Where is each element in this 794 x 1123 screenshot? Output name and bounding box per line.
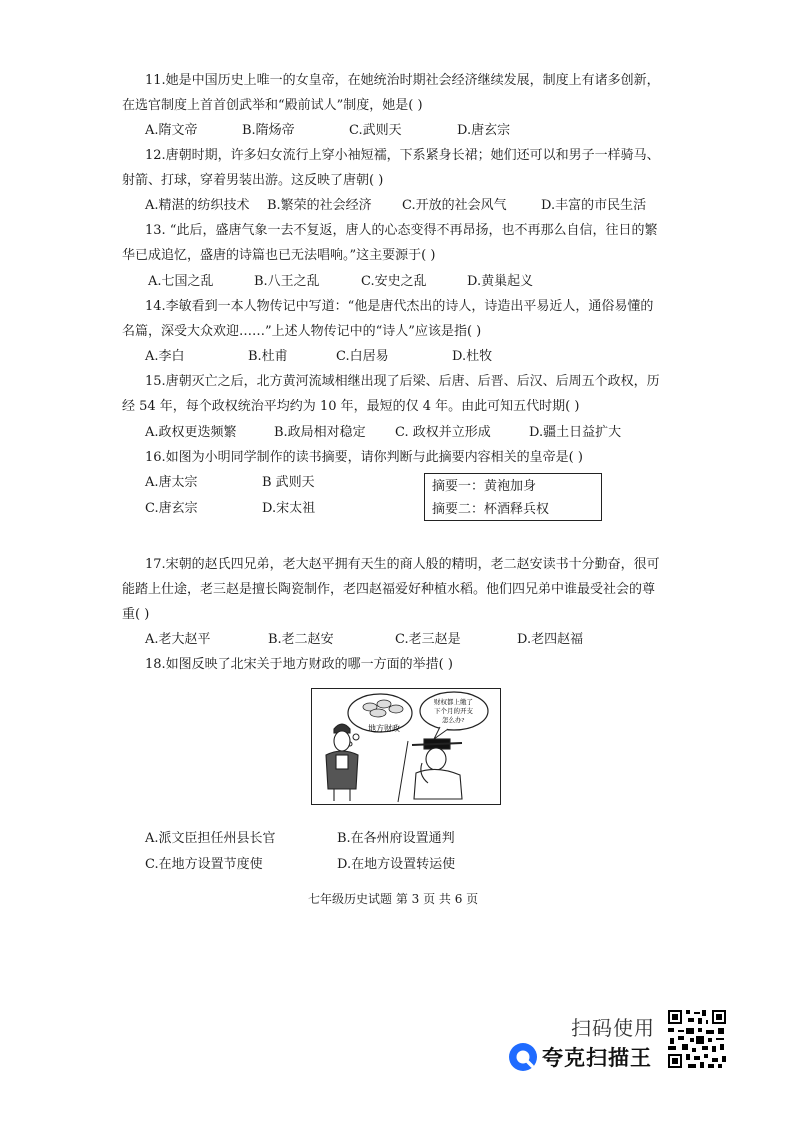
- q15-option-d: D.疆土日益扩大: [529, 425, 622, 440]
- q11-option-d: D.唐玄宗: [457, 123, 511, 138]
- q11-option-a: A.隋文帝: [145, 123, 198, 138]
- q15-stem-line1: 15.唐朝灭亡之后，北方黄河流域相继出现了后梁、后唐、后晋、后汉、后周五个政权，历: [145, 374, 660, 389]
- bubble-left-label: 地方财政: [368, 724, 400, 733]
- q15-stem-line2: 经 54 年，每个政权统治平均约为 10 年，最短的仅 4 年。由此可知五代时期( ): [122, 399, 580, 414]
- q14-option-b: B.杜甫: [248, 349, 288, 364]
- q15-option-b: B.政局相对稳定: [274, 425, 366, 440]
- scanner-brand: [508, 1040, 658, 1072]
- q14-option-c: C.白居易: [336, 349, 389, 364]
- summary-line-1: 摘要一：黄袍加身: [432, 479, 537, 494]
- q12-option-a: A.精湛的纺织技术: [145, 198, 250, 213]
- q11-stem-line2: 在选官制度上首首创武举和“殿前试人”制度，她是( ): [122, 98, 423, 113]
- cartoon-drawing: [312, 689, 499, 803]
- q12-option-b: B.繁荣的社会经济: [267, 198, 372, 213]
- q13-stem-line1: 13. “此后，盛唐气象一去不复返，唐人的心态变得不再昂扬，也不再那么自信，往日的繁: [145, 223, 658, 238]
- summary-line-2: 摘要二：杯酒释兵权: [432, 502, 550, 517]
- q15-option-c: C. 政权并立形成: [395, 425, 491, 440]
- q16-option-c: C.唐玄宗: [145, 501, 198, 516]
- q17-option-c: C.老三赵是: [395, 632, 461, 647]
- q17-stem-line1: 17.宋朝的赵氏四兄弟，老大赵平拥有天生的商人般的精明，老二赵安读书十分勤奋，很可: [145, 557, 660, 572]
- quark-logo-icon: [508, 1042, 538, 1072]
- scanner-brand-name: 夸克扫描王: [542, 1046, 652, 1070]
- reading-summary-box: [424, 473, 602, 521]
- bubble-right-line1: 财权都上缴了: [434, 699, 473, 706]
- page-footer: 七年级历史试题 第 3 页 共 6 页: [308, 892, 479, 906]
- q11-option-b: B.隋炀帝: [242, 123, 295, 138]
- cartoon-illustration: [311, 688, 501, 805]
- q17-stem-line3: 重( ): [122, 607, 150, 622]
- q13-option-d: D.黄巢起义: [467, 274, 534, 289]
- q15-option-a: A.政权更迭频繁: [145, 425, 237, 440]
- right-speech-bubble: [420, 692, 488, 739]
- q17-stem-line2: 能踏上仕途，老三赵是擅长陶瓷制作，老四赵福爱好种植水稻。他们四兄弟中谁最受社会的尊: [122, 582, 656, 597]
- q18-option-c: C.在地方设置节度使: [145, 857, 263, 872]
- q18-option-d: D.在地方设置转运使: [337, 857, 456, 872]
- q14-option-d: D.杜牧: [452, 349, 493, 364]
- official-figure: [412, 739, 462, 799]
- q17-option-a: A.老大赵平: [145, 632, 211, 647]
- q11-option-c: C.武则天: [349, 123, 402, 138]
- bubble-right-line3: 怎么办?: [442, 717, 465, 724]
- q14-stem-line2: 名篇，深受大众欢迎……”上述人物传记中的“诗人”应该是指( ): [122, 324, 482, 339]
- q13-option-c: C.安史之乱: [361, 274, 427, 289]
- q17-option-b: B.老二赵安: [268, 632, 334, 647]
- q13-option-a: A.七国之乱: [148, 274, 214, 289]
- q18-option-a: A.派文臣担任州县长官: [145, 831, 276, 846]
- q16-stem-line1: 16.如图为小明同学制作的读书摘要，请你判断与此摘要内容相关的皇帝是( ): [145, 450, 583, 465]
- qr-code-icon[interactable]: [666, 1008, 728, 1070]
- scan-to-use-label: 扫码使用: [571, 1016, 655, 1040]
- q16-option-a: A.唐太宗: [145, 475, 198, 490]
- q12-stem-line2: 射箭、打球，穿着男装出游。这反映了唐朝( ): [122, 173, 384, 188]
- q14-option-a: A.李白: [145, 349, 185, 364]
- q12-option-c: C.开放的社会风气: [402, 198, 507, 213]
- q16-option-b: B 武则天: [262, 475, 315, 490]
- q12-option-d: D.丰富的市民生活: [541, 198, 647, 213]
- q18-option-b: B.在各州府设置通判: [337, 831, 455, 846]
- q12-stem-line1: 12.唐朝时期，许多妇女流行上穿小袖短襦，下系紧身长裙；她们还可以和男子一样骑马、: [145, 148, 660, 163]
- q13-option-b: B.八王之乱: [254, 274, 320, 289]
- q18-stem-line1: 18.如图反映了北宋关于地方财政的哪一方面的举措( ): [145, 657, 453, 672]
- q11-stem-line1: 11.她是中国历史上唯一的女皇帝，在她统治时期社会经济继续发展，制度上有诸多创新，: [145, 73, 660, 88]
- q16-option-d: D.宋太祖: [262, 501, 316, 516]
- q13-stem-line2: 华已成追忆，盛唐的诗篇也已无法唱响。”这主要源于( ): [122, 248, 436, 263]
- q17-option-d: D.老四赵福: [517, 632, 584, 647]
- q14-stem-line1: 14.李敏看到一本人物传记中写道：“他是唐代杰出的诗人，诗造出平易近人，通俗易懂的: [145, 299, 654, 314]
- bubble-right-line2: 下个月的开支: [434, 708, 473, 715]
- left-thought-bubble: [348, 694, 412, 746]
